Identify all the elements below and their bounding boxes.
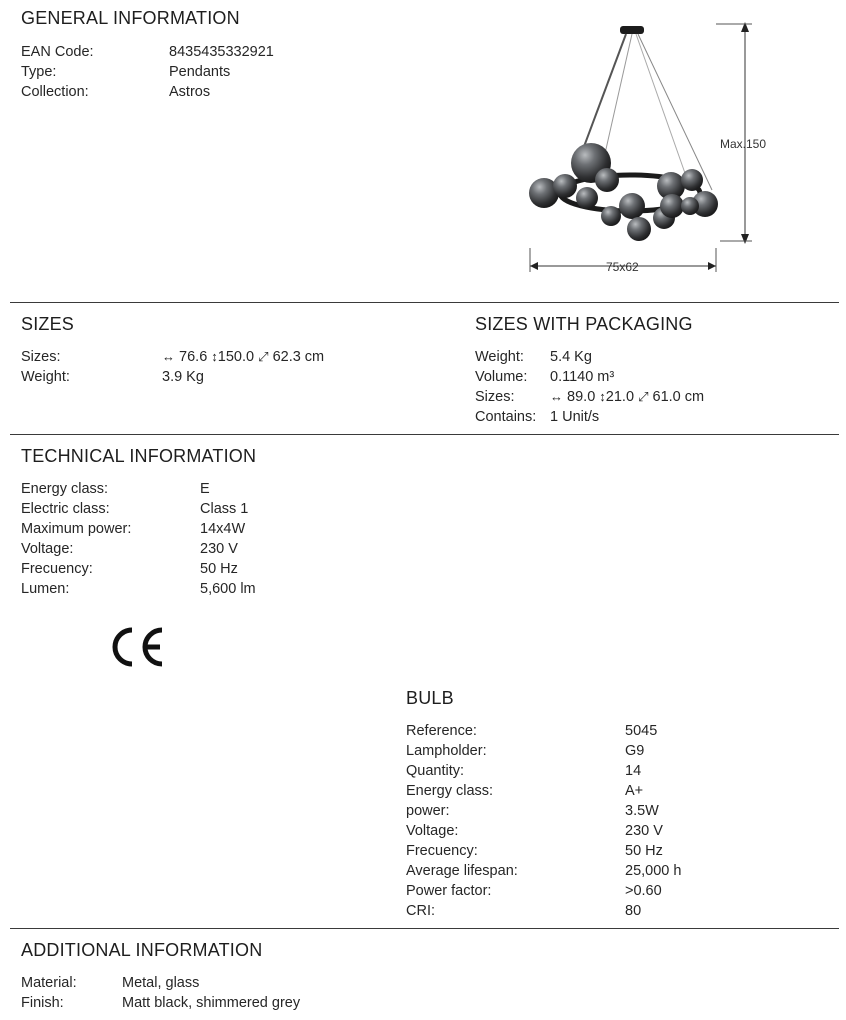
additional-label: Material: — [21, 975, 77, 991]
general-value: 8435435332921 — [169, 44, 274, 60]
width-arrow-icon: ↔ — [550, 389, 563, 404]
bulb-label: Lampholder: — [406, 743, 487, 759]
sizes-value: 3.9 Kg — [162, 369, 204, 385]
technical-value: Class 1 — [200, 501, 249, 517]
diagonal-arrow-icon: ⤢ — [258, 349, 269, 364]
bulb-label: Average lifespan: — [406, 863, 518, 879]
technical-value: 5,600 lm — [200, 581, 256, 597]
glass-globe — [681, 197, 699, 215]
packaging-label: Sizes: — [475, 389, 515, 405]
packaging-value — [550, 387, 704, 407]
technical-label: Maximum power: — [21, 521, 132, 537]
bulb-value: 230 V — [625, 823, 663, 839]
additional-label: Finish: — [21, 995, 64, 1011]
technical-information-heading: TECHNICAL INFORMATION — [21, 446, 257, 466]
sizes-diagonal: 62.3 cm — [272, 349, 325, 365]
bulb-value: 5045 — [625, 723, 658, 739]
bulb-label: Power factor: — [406, 883, 492, 899]
arrow-left-icon — [530, 262, 538, 270]
packaging-value: 0.1140 m³ — [550, 369, 615, 385]
packaging-diagonal: 61.0 cm — [652, 389, 705, 405]
bulb-label: Energy class: — [406, 783, 494, 799]
sizes-value — [162, 347, 324, 367]
glass-globe — [595, 168, 619, 192]
bulb-label: Frecuency: — [406, 843, 478, 859]
diagonal-arrow-icon: ⤢ — [638, 389, 649, 404]
additional-value: Metal, glass — [122, 975, 200, 991]
bulb-value: 14 — [625, 763, 642, 779]
arrow-right-icon — [708, 262, 716, 270]
bulb-label: power: — [406, 803, 450, 819]
sizes-label: Weight: — [21, 369, 70, 385]
width-arrow-icon: ↔ — [162, 349, 175, 364]
height-arrow-icon: ↕ — [211, 349, 218, 364]
glass-globe — [553, 174, 577, 198]
ceiling-canopy — [620, 26, 644, 34]
width-dimension-label: 75x62 — [606, 260, 639, 274]
sizes-label: Sizes: — [21, 349, 61, 365]
general-label: EAN Code: — [21, 44, 94, 60]
technical-label: Electric class: — [21, 501, 110, 517]
glass-globe — [681, 169, 703, 191]
bulb-value: >0.60 — [625, 883, 662, 899]
technical-label: Energy class: — [21, 481, 109, 497]
product-dimension-drawing — [520, 18, 780, 278]
glass-globe — [576, 187, 598, 209]
height-arrow-icon: ↕ — [599, 389, 606, 404]
section-divider — [10, 434, 839, 435]
glass-globe — [660, 194, 684, 218]
glass-globe — [627, 217, 651, 241]
bulb-value: A+ — [625, 783, 644, 799]
general-information-heading: GENERAL INFORMATION — [21, 8, 240, 28]
glass-globe — [619, 193, 645, 219]
bulb-value: 3.5W — [625, 803, 659, 819]
bulb-heading: BULB — [406, 688, 454, 708]
packaging-heading: SIZES WITH PACKAGING — [475, 314, 693, 334]
technical-value: 14x4W — [200, 521, 246, 537]
general-value: Astros — [169, 84, 211, 100]
bulb-value: 80 — [625, 903, 642, 919]
packaging-label: Contains: — [475, 409, 537, 425]
additional-value: Matt black, shimmered grey — [122, 995, 301, 1011]
section-divider — [10, 302, 839, 303]
bulb-value: G9 — [625, 743, 645, 759]
bulb-label: Reference: — [406, 723, 477, 739]
suspension-cable — [638, 34, 712, 190]
packaging-height: 21.0 — [605, 389, 635, 405]
suspension-cable — [636, 34, 686, 176]
packaging-label: Volume: — [475, 369, 528, 385]
arrow-down-icon — [741, 234, 749, 244]
general-label: Collection: — [21, 84, 89, 100]
packaging-label: Weight: — [475, 349, 524, 365]
technical-label: Voltage: — [21, 541, 74, 557]
technical-value: E — [200, 481, 210, 497]
sizes-width: 76.6 — [179, 349, 208, 365]
bulb-label: CRI: — [406, 903, 435, 919]
technical-value: 50 Hz — [200, 561, 238, 577]
technical-label: Lumen: — [21, 581, 70, 597]
ce-mark-icon — [108, 624, 168, 670]
packaging-value: 1 Unit/s — [550, 409, 600, 425]
packaging-value: 5.4 Kg — [550, 349, 592, 365]
technical-label: Frecuency: — [21, 561, 93, 577]
section-divider — [10, 928, 839, 929]
sizes-heading: SIZES — [21, 314, 75, 334]
bulb-value: 25,000 h — [625, 863, 682, 879]
height-dimension-label: Max.150 — [720, 137, 767, 151]
sizes-height: 150.0 — [217, 349, 255, 365]
technical-value: 230 V — [200, 541, 238, 557]
bulb-value: 50 Hz — [625, 843, 663, 859]
general-value: Pendants — [169, 64, 231, 80]
bulb-label: Voltage: — [406, 823, 459, 839]
glass-globe — [601, 206, 621, 226]
packaging-width: 89.0 — [567, 389, 596, 405]
bulb-label: Quantity: — [406, 763, 465, 779]
additional-information-heading: ADDITIONAL INFORMATION — [21, 940, 263, 960]
general-label: Type: — [21, 64, 57, 80]
